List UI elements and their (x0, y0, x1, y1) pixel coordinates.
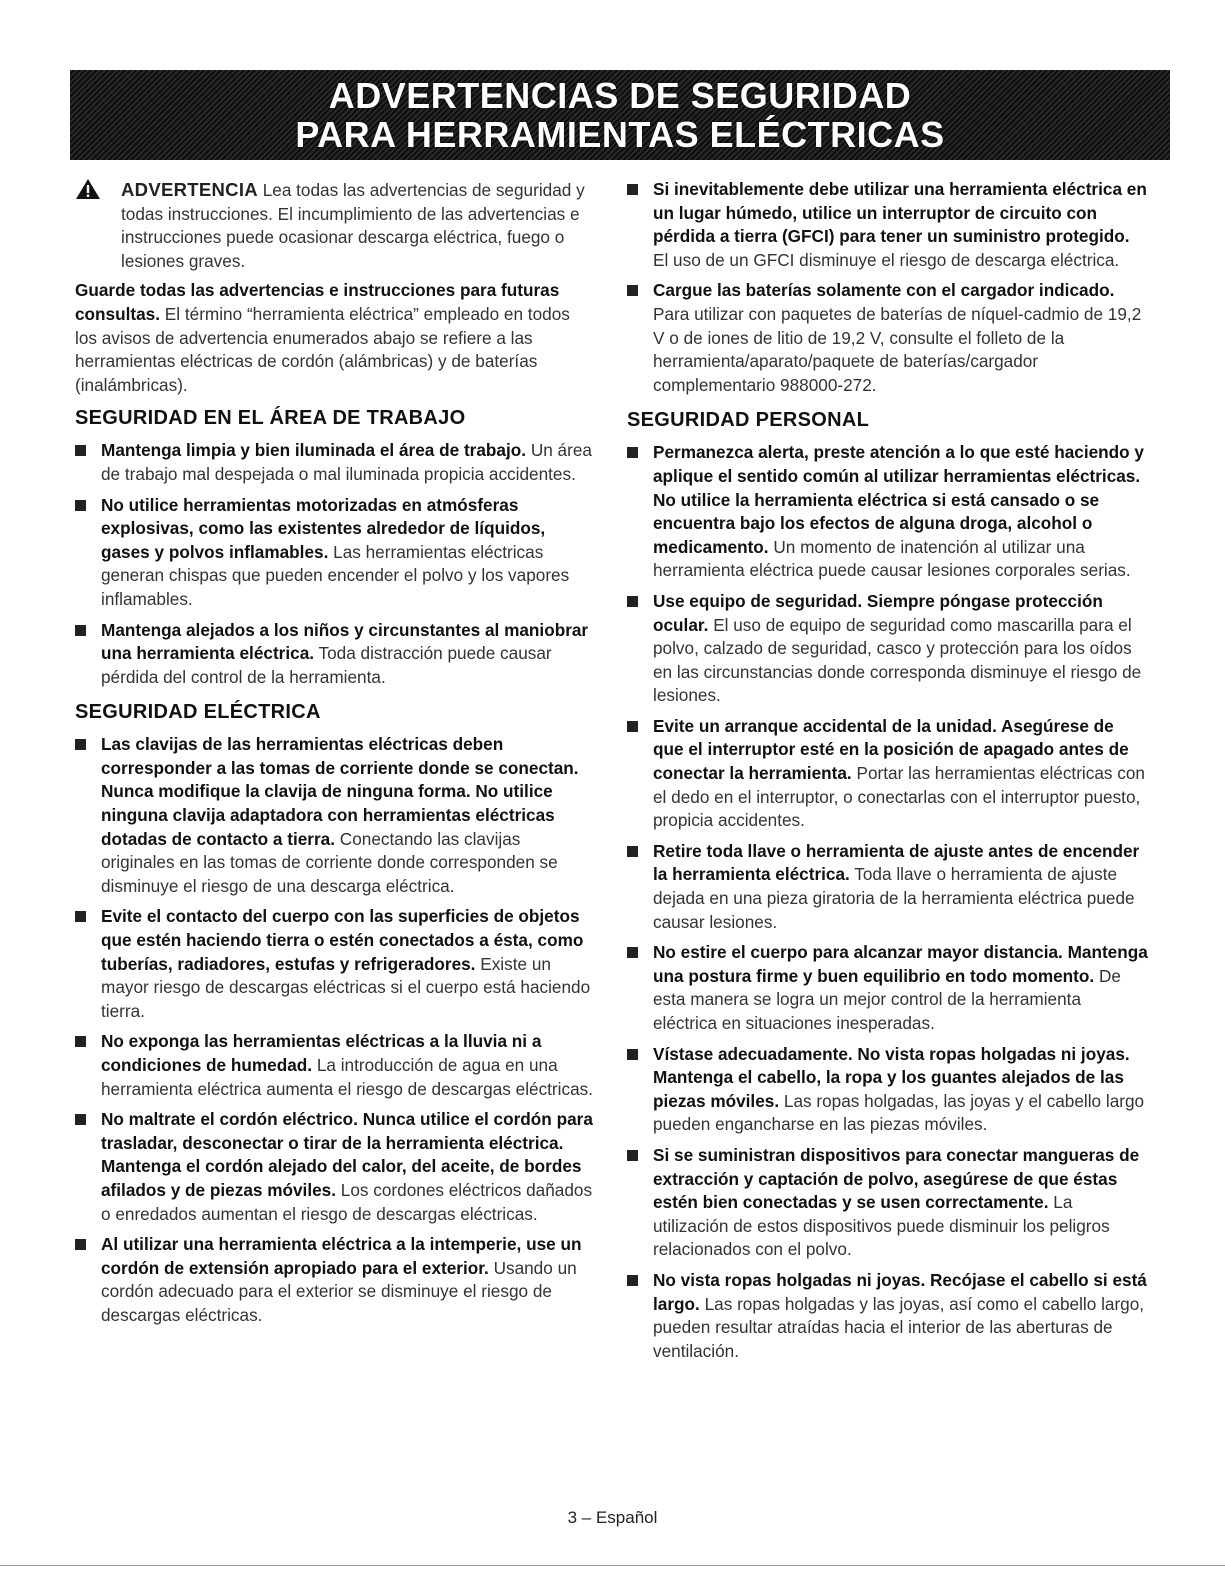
bullet-square-icon (627, 184, 638, 195)
list-item (627, 441, 1149, 583)
bullet-square-icon (627, 1275, 638, 1286)
bullet-square-icon (627, 596, 638, 607)
bullet-square-icon (75, 1036, 86, 1047)
banner-title-line-1: ADVERTENCIAS DE SEGURIDAD (328, 75, 912, 116)
section-title-personal: SEGURIDAD PERSONAL (627, 409, 870, 432)
section-title-electrical: SEGURIDAD ELÉCTRICA (75, 701, 321, 724)
item-bold: Retire toda llave o herramienta de ajuste antes de encender la herramienta eléctrica. (653, 840, 1140, 885)
item-bold: Si se suministran dispositivos para conectar mangueras de extracción y captación de polvo, asegúrese de que éstas estén bien conectadas y se usen correctamente. (653, 1144, 1140, 1213)
item-text: Usando un cordón adecuado para el exterior se disminuye el riesgo de descargas eléctricas. (101, 1257, 577, 1325)
list-item (627, 1144, 1149, 1262)
item-bold: Cargue las baterías solamente con el cargador indicado. (653, 280, 1115, 301)
item-bold: Use equipo de seguridad. Siempre póngase protección ocular. (653, 590, 1103, 635)
list-item (75, 733, 593, 898)
item-bold: Vístase adecuadamente. No vista ropas holgadas ni joyas. Mantenga el cabello, la ropa y los guantes alejados de las piezas móviles. (653, 1043, 1130, 1111)
bullet-square-icon (627, 285, 638, 296)
warning-intro (75, 178, 593, 273)
bullet-square-icon (627, 846, 638, 857)
electrical-list-continued (627, 178, 1149, 397)
right-column (627, 178, 1149, 1370)
item-bold: Mantenga limpia y bien iluminada el área de trabajo. (101, 440, 527, 461)
section-title-work-area: SEGURIDAD EN EL ÁREA DE TRABAJO (75, 407, 466, 430)
item-text: Conectando las clavijas originales en las tomas de corriente donde corresponden se disminuye el riesgo de una descarga eléctrica. (101, 828, 558, 896)
bullet-square-icon (627, 447, 638, 458)
work-area-list (75, 439, 593, 689)
list-item (75, 619, 593, 690)
save-instructions-text: El término “herramienta eléctrica” empleado en todos los avisos de advertencia enumerados abajo se refiere a las herramientas eléctricas de cordón (alámbricas) y de baterías (inalámbricas). (75, 303, 570, 395)
item-text: El uso de equipo de seguridad como mascarilla para el polvo, calzado de seguridad, casco y protección para los oídos en las circunstancias donde corresponda disminuye el riesgo de lesiones. (653, 614, 1142, 706)
item-text: De esta manera se logra un mejor control de la herramienta eléctrica en situaciones inesperadas. (653, 965, 1121, 1033)
bottom-divider (0, 1565, 1225, 1566)
list-item (627, 715, 1149, 833)
save-instructions-bold: Guarde todas las advertencias e instrucciones para futuras consultas. (75, 280, 560, 324)
item-text: Toda distracción puede causar pérdida del control de la herramienta. (101, 643, 552, 687)
item-bold: No exponga las herramientas eléctricas a la lluvia ni a condiciones de humedad. (101, 1031, 542, 1075)
item-text: Las ropas holgadas, las joyas y el cabello largo pueden engancharse en las piezas móviles. (653, 1090, 1145, 1135)
personal-list (627, 441, 1149, 1363)
electrical-list (75, 733, 593, 1327)
warning-label: ADVERTENCIA (121, 179, 258, 200)
item-bold: No estire el cuerpo para alcanzar mayor distancia. Mantenga una postura firme y buen equilibrio en todo momento. (653, 942, 1148, 986)
bullet-square-icon (627, 721, 638, 732)
item-text: Las herramientas eléctricas generan chispas que pueden encender el polvo y los vapores inflamables. (101, 541, 570, 609)
item-bold: Mantenga alejados a los niños y circunstantes al maniobrar una herramienta eléctrica. (101, 619, 589, 664)
item-bold: Evite un arranque accidental de la unidad. Asegúrese de que el interruptor esté en la posición de apagado antes de conectar la herramienta. (653, 715, 1129, 784)
list-item (627, 840, 1149, 934)
bullet-square-icon (75, 739, 86, 750)
item-bold: No utilice herramientas motorizadas en atmósferas explosivas, como las existentes alrededor de líquidos, gases y polvos inflamables. (101, 494, 546, 562)
list-item (75, 1233, 593, 1327)
item-text: Toda llave o herramienta de ajuste dejada en una pieza giratoria de la herramienta eléctrica puede causar lesiones. (653, 864, 1135, 932)
list-item (627, 1269, 1149, 1363)
banner-title-line-2: PARA HERRAMIENTAS ELÉCTRICAS (295, 114, 945, 155)
list-item (75, 439, 593, 486)
save-instructions-paragraph (75, 279, 593, 397)
item-bold: Evite el contacto del cuerpo con las superficies de objetos que estén haciendo tierra o estén conectados a ésta, como tuberías, radiadores, estufas y refrigeradores. (101, 906, 584, 974)
item-bold: Permanezca alerta, preste atención a lo que esté haciendo y aplique el sentido común al utilizar herramientas eléctricas. No utilice la herramienta eléctrica si está cansado o se encuentra bajo los efectos de alguna droga, alcohol o medicamento. (653, 442, 1144, 557)
warning-text: Lea todas las advertencias de seguridad y todas instrucciones. El incumplimiento de las advertencias e instrucciones puede ocasionar descarga eléctrica, fuego o lesiones graves. (121, 180, 585, 271)
list-item (75, 1108, 593, 1226)
bullet-square-icon (75, 445, 86, 456)
item-text: La utilización de estos dispositivos puede disminuir los peligros relacionados con el polvo. (653, 1192, 1110, 1260)
bullet-square-icon (627, 1049, 638, 1060)
bullet-square-icon (75, 1239, 86, 1250)
list-item (627, 1043, 1149, 1137)
item-text: El uso de un GFCI disminuye el riesgo de descarga eléctrica. (653, 249, 1120, 270)
warning-triangle-icon (75, 178, 101, 200)
item-bold: Si inevitablemente debe utilizar una herramienta eléctrica en un lugar húmedo, utilice un interruptor de circuito con pérdida a tierra (GFCI) para tener un suministro protegido. (653, 179, 1147, 247)
item-bold: Las clavijas de las herramientas eléctricas deben corresponder a las tomas de corriente donde se conectan. Nunca modifique la clavija de ninguna forma. No utilice ninguna clavija adaptadora con herramientas eléctricas dotadas de contacto a tierra. (101, 734, 579, 849)
item-text: Los cordones eléctricos dañados o enredados aumentan el riesgo de descargas eléctricas. (101, 1179, 593, 1224)
list-item (75, 1030, 593, 1101)
item-text: Para utilizar con paquetes de baterías de níquel-cadmio de 19,2 V o de iones de litio de 19,2 V, consulte el folleto de la herramienta/aparato/paquete de baterías/cargador complementario 988000-272. (653, 303, 1142, 395)
page-number: 3 – Español (567, 1508, 658, 1527)
item-bold: Al utilizar una herramienta eléctrica a la intemperie, use un cordón de extensión apropiado para el exterior. (101, 1234, 582, 1278)
list-item (627, 279, 1149, 397)
bullet-square-icon (75, 911, 86, 922)
item-text: Portar las herramientas eléctricas con el dedo en el interruptor, o conectarlas con el interruptor puesto, propicia accidentes. (653, 763, 1145, 831)
item-text: La introducción de agua en una herramienta eléctrica aumenta el riesgo de descargas eléctricas. (101, 1055, 594, 1099)
list-item (75, 494, 593, 612)
left-column (75, 178, 593, 1335)
item-text: Un momento de inatención al utilizar una herramienta eléctrica puede causar lesiones corporales serias. (653, 536, 1131, 581)
bullet-square-icon (75, 625, 86, 636)
bullet-square-icon (75, 500, 86, 511)
item-text: Un área de trabajo mal despejada o mal iluminada propicia accidentes. (101, 440, 592, 484)
list-item (75, 905, 593, 1023)
item-bold: No vista ropas holgadas ni joyas. Recójase el cabello si está largo. (653, 1269, 1147, 1314)
list-item (627, 590, 1149, 708)
list-item (627, 941, 1149, 1035)
bullet-square-icon (75, 1114, 86, 1125)
list-item (627, 178, 1149, 272)
item-bold: No maltrate el cordón eléctrico. Nunca utilice el cordón para trasladar, desconectar o tirar de la herramienta eléctrica. Mantenga el cordón alejado del calor, del aceite, de bordes afilados y de piezas móviles. (101, 1109, 593, 1200)
title-banner (70, 70, 1170, 160)
bullet-square-icon (627, 1150, 638, 1161)
item-text: Existe un mayor riesgo de descargas eléctricas si el cuerpo está haciendo tierra. (101, 953, 591, 1021)
item-text: Las ropas holgadas y las joyas, así como el cabello largo, pueden resultar atraídas hacia el interior de las aberturas de ventilación. (653, 1293, 1145, 1361)
bullet-square-icon (627, 947, 638, 958)
